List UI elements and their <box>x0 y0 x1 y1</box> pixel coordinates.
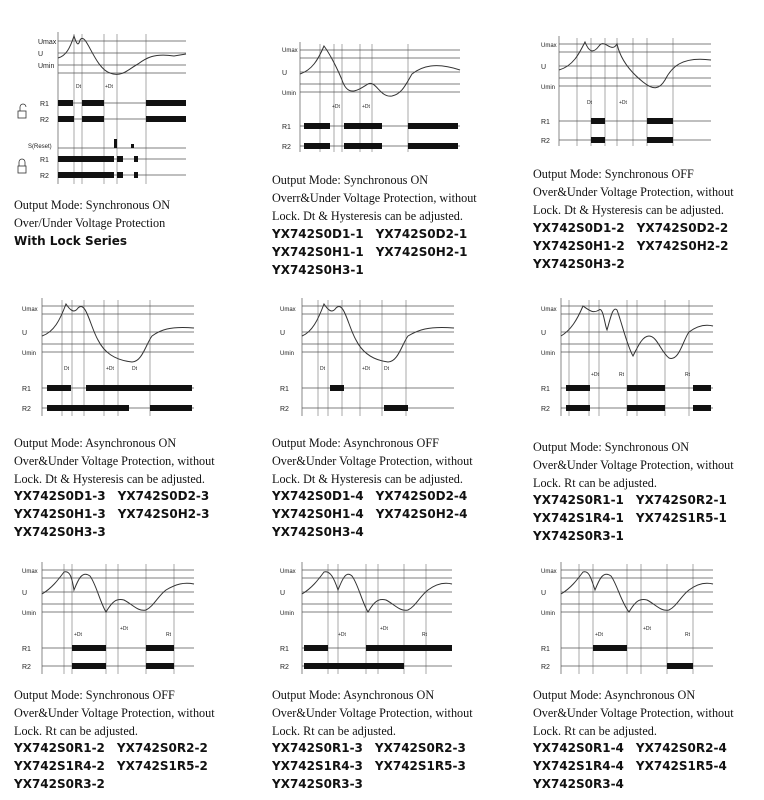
label-umin: Umin <box>541 351 556 357</box>
model-code: YX742S1R4-2 <box>14 759 105 773</box>
desc-line: Overr&Under Voltage Protection, without <box>272 191 477 205</box>
model-code: YX742S0H2-4 <box>375 507 468 521</box>
model-code: YX742S0R2-3 <box>374 741 466 755</box>
label-u: U <box>280 590 286 597</box>
label-r1: R1 <box>280 646 289 653</box>
desc-line: Lock. Rt can be adjusted. <box>14 724 138 738</box>
label-umin: Umin <box>541 85 556 91</box>
desc-line: Over/Under Voltage Protection <box>14 216 166 230</box>
desc-line: Over&Under Voltage Protection, without <box>14 454 215 468</box>
desc-line: Over&Under Voltage Protection, without <box>14 706 215 720</box>
label-umin: Umin <box>541 611 556 617</box>
model-code: YX742S0H1-3 <box>14 507 106 521</box>
model-list-7 <box>14 739 264 793</box>
label-rt: Rt <box>422 632 427 638</box>
label-u: U <box>282 70 288 77</box>
model-code: YX742S0D1-1 <box>272 227 364 241</box>
label-umax: Umax <box>282 48 298 54</box>
desc-line: Output Mode: Asynchronous ON <box>14 436 177 450</box>
label-umax: Umax <box>541 307 557 313</box>
label-umax: Umax <box>541 569 557 575</box>
label-r1: R1 <box>280 386 289 393</box>
desc-line: Over&Under Voltage Protection, without <box>272 706 473 720</box>
model-code: YX742S1R4-1 <box>533 511 624 525</box>
timing-diagram-1 <box>14 28 189 186</box>
label-r2: R2 <box>40 173 49 180</box>
description-3 <box>533 165 734 219</box>
label-u: U <box>22 330 28 337</box>
model-code: YX742S0R2-2 <box>116 741 208 755</box>
model-code: YX742S0R2-4 <box>635 741 727 755</box>
desc-line: Over&Under Voltage Protection, without <box>272 454 473 468</box>
label-r1: R1 <box>541 119 550 126</box>
description-5 <box>272 434 473 488</box>
label-rt: Rt <box>685 372 690 378</box>
timing-diagram-2 <box>272 40 462 155</box>
model-code: YX742S0R3-3 <box>272 777 363 791</box>
model-code: YX742S0H2-2 <box>636 239 729 253</box>
model-code: YX742S0R3-1 <box>533 529 624 543</box>
label-umin: Umin <box>282 91 297 97</box>
label-umax: Umax <box>22 307 38 313</box>
model-code: YX742S0R1-3 <box>272 741 363 755</box>
label-dt: +Dt <box>106 366 114 372</box>
label-umin: Umin <box>280 351 295 357</box>
label-umax: Umax <box>280 569 296 575</box>
label-umax: Umax <box>280 307 296 313</box>
label-r2: R2 <box>282 144 291 151</box>
label-rt: +Dt <box>74 632 82 638</box>
model-code: YX742S0H1-1 <box>272 245 364 259</box>
description-1 <box>14 196 170 250</box>
label-rt: +Dt <box>338 632 346 638</box>
desc-line: Lock. Dt & Hysteresis can be adjusted. <box>272 472 463 486</box>
model-code: YX742S0D2-2 <box>636 221 729 235</box>
label-r2: R2 <box>280 664 289 671</box>
desc-line: Over&Under Voltage Protection, without <box>533 185 734 199</box>
timing-diagram-8 <box>272 560 454 676</box>
label-dt: Dt <box>320 366 325 372</box>
desc-line: Lock. Rt can be adjusted. <box>272 724 396 738</box>
desc-line: Output Mode: Asynchronous OFF <box>272 436 439 450</box>
label-u: U <box>22 590 28 597</box>
label-r1: R1 <box>22 646 31 653</box>
label-umax: Umax <box>541 43 557 49</box>
desc-line: Output Mode: Synchronous ON <box>14 198 171 212</box>
model-code: YX742S1R5-1 <box>635 511 727 525</box>
model-list-4 <box>14 487 264 541</box>
model-list-2 <box>272 225 522 279</box>
description-6 <box>533 438 734 492</box>
model-list-9 <box>533 739 764 793</box>
model-code: YX742S0H2-1 <box>375 245 468 259</box>
model-code: YX742S1R5-3 <box>374 759 466 773</box>
model-code: YX742S0H3-3 <box>14 525 106 539</box>
label-u: U <box>280 330 286 337</box>
label-u: U <box>38 51 44 58</box>
lock-icon <box>18 166 26 173</box>
model-code: YX742S0R3-4 <box>533 777 624 791</box>
label-rt: +Dt <box>595 632 603 638</box>
label-u: U <box>541 330 547 337</box>
label-s-reset: S(Reset) <box>28 144 52 150</box>
model-code: YX742S0D1-2 <box>533 221 625 235</box>
label-umin: Umin <box>38 63 55 70</box>
desc-line: Output Mode: Asynchronous ON <box>272 688 435 702</box>
desc-line: Output Mode: Synchronous ON <box>272 173 429 187</box>
label-r2: R2 <box>541 406 550 413</box>
label-dt: +Dt <box>362 366 370 372</box>
model-code: YX742S1R4-4 <box>533 759 624 773</box>
series-title: With Lock Series <box>14 234 128 248</box>
label-dt: Dt <box>384 366 389 372</box>
model-code: YX742S0D2-1 <box>375 227 468 241</box>
timing-diagram-4 <box>14 296 196 418</box>
model-list-8 <box>272 739 522 793</box>
label-umin: Umin <box>22 611 37 617</box>
description-7 <box>14 686 215 740</box>
desc-line: Lock. Dt & Hysteresis can be adjusted. <box>533 203 724 217</box>
desc-line: Over&Under Voltage Protection, without <box>533 706 734 720</box>
label-r1: R1 <box>40 157 49 164</box>
model-list-3 <box>533 219 764 273</box>
model-code: YX742S0D2-4 <box>375 489 468 503</box>
label-dt: Dt <box>587 100 592 106</box>
model-code: YX742S1R4-3 <box>272 759 363 773</box>
description-2 <box>272 171 477 225</box>
model-code: YX742S0R1-4 <box>533 741 624 755</box>
label-u: U <box>541 64 547 71</box>
model-code: YX742S0R1-1 <box>533 493 624 507</box>
label-r2: R2 <box>541 138 550 145</box>
label-r1: R1 <box>541 386 550 393</box>
label-r2: R2 <box>22 406 31 413</box>
model-code: YX742S0H1-2 <box>533 239 625 253</box>
description-9 <box>533 686 734 740</box>
label-umax: Umax <box>22 569 38 575</box>
label-umin: Umin <box>22 351 37 357</box>
label-dt: +Dt <box>362 104 370 110</box>
model-code: YX742S0R2-1 <box>635 493 727 507</box>
label-umin: Umin <box>280 611 295 617</box>
model-code: YX742S0R1-2 <box>14 741 105 755</box>
description-8 <box>272 686 473 740</box>
unlock-icon <box>18 111 26 118</box>
label-r1: R1 <box>22 386 31 393</box>
label-r2: R2 <box>40 117 49 124</box>
desc-line: Lock. Dt & Hysteresis can be adjusted. <box>272 209 463 223</box>
label-rt: +Dt <box>643 626 651 632</box>
model-list-5 <box>272 487 522 541</box>
label-r2: R2 <box>22 664 31 671</box>
label-rt: Rt <box>685 632 690 638</box>
model-list-6 <box>533 491 764 545</box>
label-rt: +Dt <box>380 626 388 632</box>
desc-line: Output Mode: Synchronous OFF <box>14 688 175 702</box>
desc-line: Output Mode: Synchronous OFF <box>533 167 694 181</box>
description-4 <box>14 434 215 488</box>
label-r1: R1 <box>282 124 291 131</box>
model-code: YX742S0D1-4 <box>272 489 364 503</box>
desc-line: Output Mode: Synchronous ON <box>533 440 690 454</box>
timing-diagram-7 <box>14 560 196 676</box>
label-r1: R1 <box>40 101 49 108</box>
desc-line: Lock. Rt can be adjusted. <box>533 476 657 490</box>
label-dt: Dt <box>64 366 69 372</box>
label-rt: +Dt <box>591 372 599 378</box>
label-r2: R2 <box>280 406 289 413</box>
label-r2: R2 <box>541 664 550 671</box>
label-rt: Rt <box>166 632 171 638</box>
label-rt: Rt <box>619 372 624 378</box>
desc-line: Output Mode: Asynchronous ON <box>533 688 696 702</box>
model-code: YX742S0H3-2 <box>533 257 625 271</box>
model-code: YX742S0H2-3 <box>117 507 210 521</box>
label-u: U <box>541 590 547 597</box>
desc-line: Lock. Rt can be adjusted. <box>533 724 657 738</box>
model-code: YX742S1R5-4 <box>635 759 727 773</box>
model-code: YX742S1R5-2 <box>116 759 208 773</box>
timing-diagram-6 <box>533 296 715 418</box>
model-code: YX742S0H1-4 <box>272 507 364 521</box>
model-code: YX742S0R3-2 <box>14 777 105 791</box>
model-code: YX742S0D2-3 <box>117 489 210 503</box>
timing-diagram-5 <box>272 296 457 418</box>
label-dt: +Dt <box>105 84 113 90</box>
desc-line: Over&Under Voltage Protection, without <box>533 458 734 472</box>
label-dt: +Dt <box>619 100 627 106</box>
model-code: YX742S0H3-4 <box>272 525 364 539</box>
model-code: YX742S0D1-3 <box>14 489 106 503</box>
timing-diagram-9 <box>533 560 715 676</box>
label-dt: Dt <box>76 84 81 90</box>
label-umax: Umax <box>38 39 57 46</box>
label-rt: +Dt <box>120 626 128 632</box>
model-code: YX742S0H3-1 <box>272 263 364 277</box>
label-dt: +Dt <box>332 104 340 110</box>
timing-diagram-3 <box>533 34 713 149</box>
label-r1: R1 <box>541 646 550 653</box>
desc-line: Lock. Dt & Hysteresis can be adjusted. <box>14 472 205 486</box>
label-dt: Dt <box>132 366 137 372</box>
